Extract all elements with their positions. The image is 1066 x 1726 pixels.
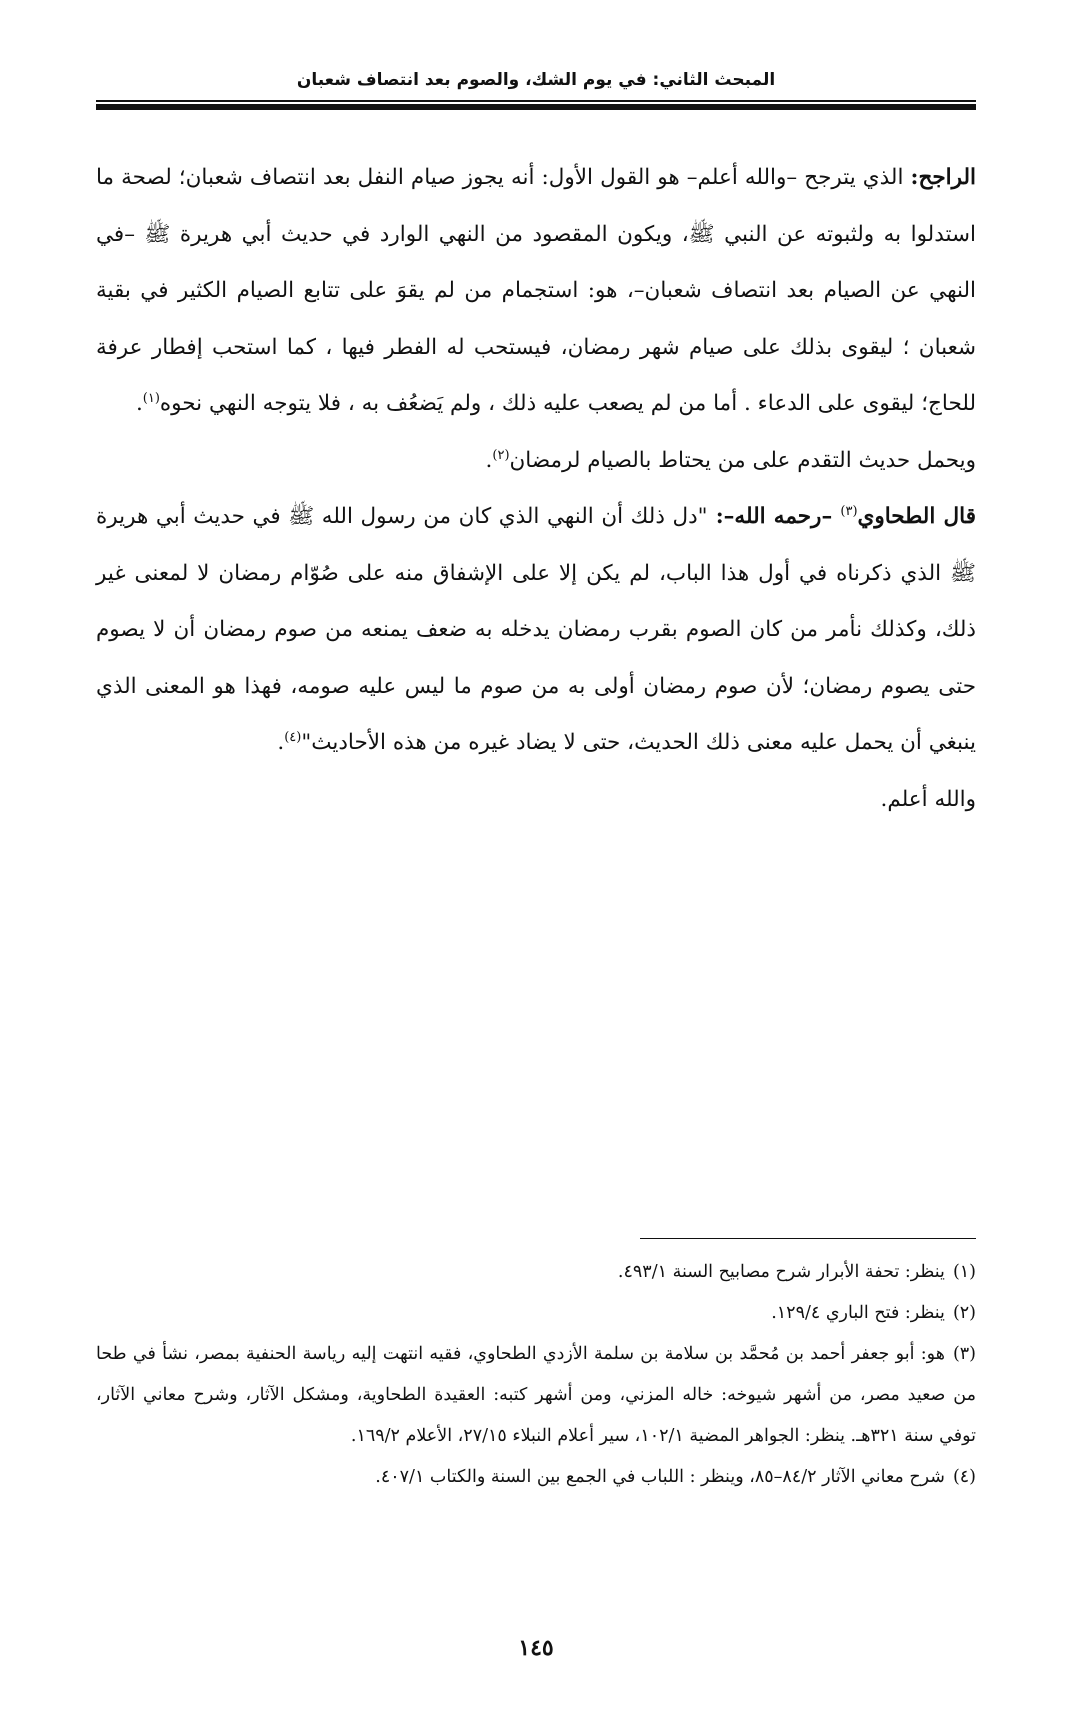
page-number: ١٤٥: [518, 1635, 554, 1661]
footnote-number: (٢): [952, 1303, 976, 1323]
paragraph-end: .: [135, 391, 143, 416]
footnote-number: (٣): [952, 1344, 976, 1364]
term-tahawi: قال الطحاوي: [857, 504, 976, 529]
footnote-ref[interactable]: (٤): [284, 729, 302, 745]
footnote-ref[interactable]: (٣): [840, 503, 858, 519]
footnote-text: ينظر: فتح الباري ١٢٩/٤.: [771, 1303, 945, 1323]
footnote-item: [96, 1457, 976, 1498]
footnote-text: هو: أبو جعفر أحمد بن مُحمَّد بن سلامة بن سلمة الأزدي الطحاوي، فقيه انتهت إليه رياسة الحنفية بمصر، نشأ في طحا من صعيد مصر، من أشهر شيوخه: خاله المزني، ومن أشهر كتبه: العقيدة الطحاوية، ومشكل الآثار، وشرح معاني الآثار، توفي سنة ٣٢١هـ. ينظر: الجواهر المضية ١٠٢/١، سير أعلام النبلاء ٢٧/١٥، الأعلام ١٦٩/٢.: [96, 1344, 976, 1446]
term-rahimahullah: –رحمه الله–:: [707, 504, 841, 529]
paragraph-closing: والله أعلم.: [880, 786, 976, 812]
footnote-item: [96, 1252, 976, 1293]
term-preponderant: الراجح:: [910, 165, 976, 190]
footnotes: [96, 1252, 976, 1498]
main-text: [96, 150, 976, 828]
paragraph-text: الذي يترجح –والله أعلم– هو القول الأول: أنه يجوز صيام النفل بعد انتصاف شعبان؛ لصحة ما استدلوا به ولثبوته عن النبي ﷺ، ويكون المقصود من النهي الوارد في حديث أبي هريرة ﷺ –في النهي عن الصيام بعد انتصاف شعبان–، هو: استجمام من لم يقوَ على تتابع الصيام الكثير في بقية شعبان ؛ ليقوى بذلك على صيام شهر رمضان، فيستحب له الفطر فيها ، كما استحب إفطار عرفة للحاج؛ ليقوى على الدعاء . أما من لم يصعب عليه ذلك ، ولم يَضعُف به ، فلا يتوجه النهي نحوه: [96, 165, 976, 416]
footnote-number: (١): [952, 1262, 976, 1282]
paragraph-end: .: [277, 730, 285, 755]
paragraph-end: .: [485, 447, 493, 473]
footnote-text: شرح معاني الآثار ٨٤/٢–٨٥، وينظر : اللباب في الجمع بين السنة والكتاب ٤٠٧/١.: [375, 1467, 945, 1487]
header-rule-thick: [96, 104, 976, 110]
paragraph-text: ويحمل حديث التقدم على من يحتاط بالصيام لرمضان: [509, 447, 976, 473]
quotation-text: "دل ذلك أن النهي الذي كان من رسول الله ﷺ في حديث أبي هريرة ﷺ الذي ذكرناه في أول هذا الباب، لم يكن إلا على الإشفاق منه على صُوّام رمضان لا لمعنى غير ذلك، وكذلك نأمر من كان الصوم بقرب رمضان يدخله به ضعف يمنعه من صوم رمضان أن لا يصوم حتى يصوم رمضان؛ لأن صوم رمضان أولى به من صوم ما ليس عليه صومه، فهذا هو المعنى الذي ينبغي أن يحمل عليه معنى ذلك الحديث، حتى لا يضاد غيره من هذه الأحاديث": [96, 504, 976, 755]
footnote-item: [96, 1334, 976, 1457]
footnote-text: ينظر: تحفة الأبرار شرح مصابيح السنة ٤٩٣/١.: [617, 1262, 945, 1282]
running-header: المبحث الثاني: في يوم الشك، والصوم بعد انتصاف شعبان: [296, 70, 776, 90]
footnote-separator: [640, 1238, 976, 1239]
paragraph-tahawi-quote: [96, 489, 976, 772]
paragraph-hadith-advance: [96, 433, 976, 490]
footnote-ref[interactable]: (١): [142, 390, 160, 406]
footnote-number: (٤): [952, 1467, 976, 1487]
header-rule-thin: [96, 100, 976, 102]
footnote-item: [96, 1293, 976, 1334]
footnote-ref[interactable]: (٢): [492, 447, 510, 463]
paragraph-preponderant: [96, 150, 976, 433]
